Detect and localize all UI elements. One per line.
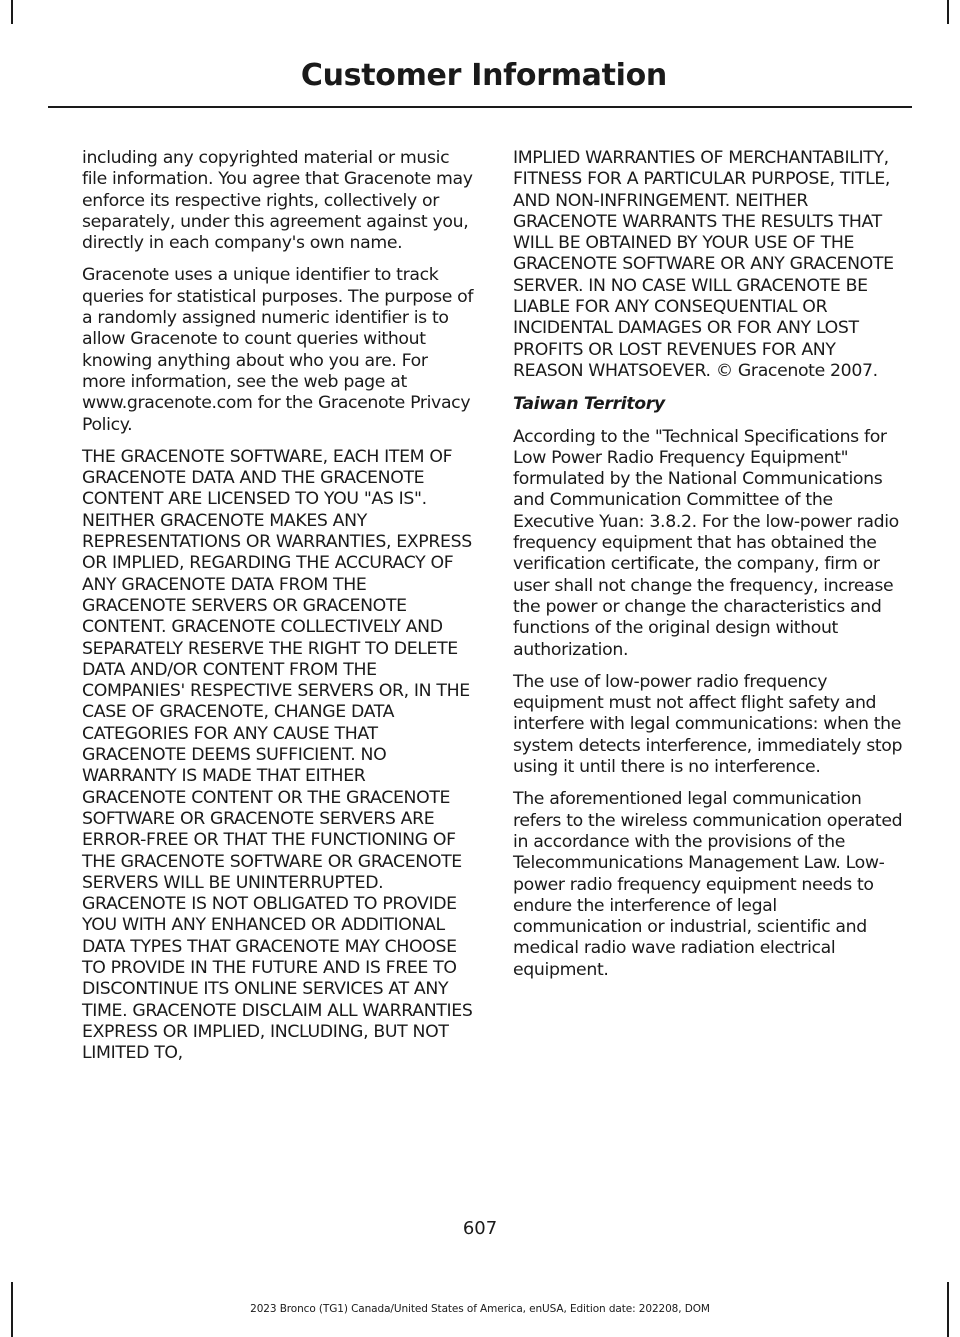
- crop-mark-top-left: [11, 0, 13, 24]
- page-title: Customer Information: [300, 58, 667, 93]
- paragraph: Gracenote uses a unique identifier to track queries for statistical purposes. The purpose of a randomly assigned numeric identifier is to allow Gracenote to count queries without knowing anything about who you are. For more information, see the web page at www.gracenote.com for the Gracenote Privacy Policy.: [82, 265, 474, 435]
- edition-footer: 2023 Bronco (TG1) Canada/United States of America, enUSA, Edition date: 202208, DOM: [250, 1303, 710, 1315]
- paragraph: The aforementioned legal communication refers to the wireless communication operated in accordance with the provisions of the Telecommunications Management Law. Low-power radio frequency equipment needs to endure the interference of legal communication or industrial, scientific and medical radio wave radiation electrical equipment.: [513, 789, 903, 980]
- header-divider: [48, 106, 912, 108]
- page-number: 607: [462, 1218, 498, 1239]
- left-column: [82, 148, 474, 1075]
- paragraph: The use of low-power radio frequency equipment must not affect flight safety and interfere with legal communications: when the system detects interference, immediately stop using it until there is no interference.: [513, 671, 903, 778]
- section-heading: Taiwan Territory: [513, 394, 665, 415]
- paragraph: including any copyrighted material or music file information. You agree that Gracenote may enforce its respective rights, collectively or separately, under this agreement against you, directly in each company's own name.: [82, 148, 473, 254]
- right-column: [513, 148, 905, 992]
- crop-mark-top-right: [947, 0, 949, 24]
- paragraph: According to the "Technical Specifications for Low Power Radio Frequency Equipment" formulated by the National Communications and Communication Committee of the Executive Yuan: 3.8.2. For the low-power radio frequency equipment that has obtained the verification certificate, the company, firm or user shall not change the frequency, increase the power or change the characteristics and functions of the original design without authorization.: [513, 426, 899, 660]
- paragraph: THE GRACENOTE SOFTWARE, EACH ITEM OF GRACENOTE DATA AND THE GRACENOTE CONTENT ARE LICENSED TO YOU "AS IS". NEITHER GRACENOTE MAKES ANY REPRESENTATIONS OR WARRANTIES, EXPRESS OR IMPLIED, REGARDING THE ACCURACY OF ANY GRACENOTE DATA FROM THE GRACENOTE SERVERS OR GRACENOTE CONTENT. GRACENOTE COLLECTIVELY AND SEPARATELY RESERVE THE RIGHT TO DELETE DATA AND/OR CONTENT FROM THE COMPANIES' RESPECTIVE SERVERS OR, IN THE CASE OF GRACENOTE, CHANGE DATA CATEGORIES FOR ANY CAUSE THAT GRACENOTE DEEMS SUFFICIENT. NO WARRANTY IS MADE THAT EITHER GRACENOTE CONTENT OR THE GRACENOTE SOFTWARE OR GRACENOTE SERVERS ARE ERROR-FREE OR THAT THE FUNCTIONING OF THE GRACENOTE SOFTWARE OR GRACENOTE SERVERS WILL BE UNINTERRUPTED. GRACENOTE IS NOT OBLIGATED TO PROVIDE YOU WITH ANY ENHANCED OR ADDITIONAL DATA TYPES THAT GRACENOTE MAY CHOOSE TO PROVIDE IN THE FUTURE AND IS FREE TO DISCONTINUE ITS ONLINE SERVICES AT ANY TIME. GRACENOTE DISCLAIM ALL WARRANTIES EXPRESS OR IMPLIED, INCLUDING, BUT NOT LIMITED TO,: [82, 446, 473, 1064]
- paragraph: IMPLIED WARRANTIES OF MERCHANTABILITY, FITNESS FOR A PARTICULAR PURPOSE, TITLE, AND NON-INFRINGEMENT. NEITHER GRACENOTE WARRANTS THE RESULTS THAT WILL BE OBTAINED BY YOUR USE OF THE GRACENOTE SOFTWARE OR ANY GRACENOTE SERVER. IN NO CASE WILL GRACENOTE BE LIABLE FOR ANY CONSEQUENTIAL OR INCIDENTAL DAMAGES OR FOR ANY LOST PROFITS OR LOST REVENUES FOR ANY REASON WHATSOEVER. © Gracenote 2007.: [513, 148, 894, 381]
